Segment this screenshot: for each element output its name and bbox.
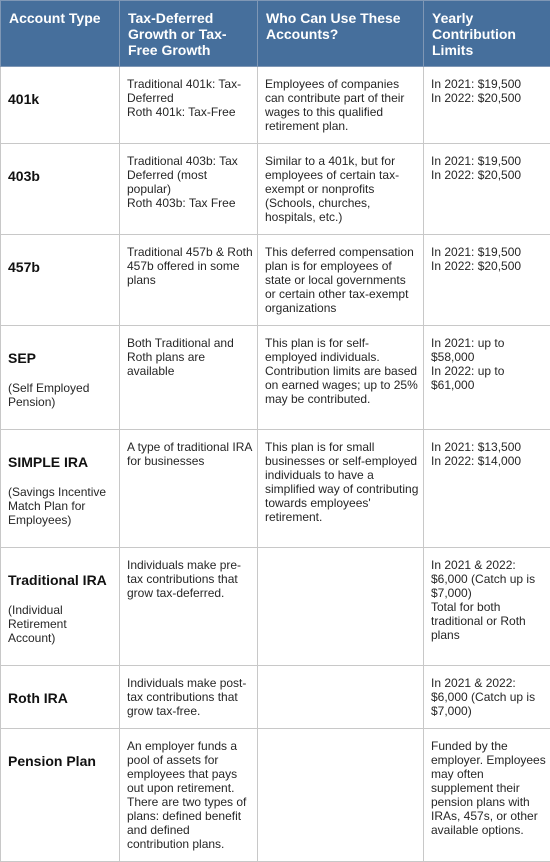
account-type-name: 403b <box>8 168 115 185</box>
who-cell: This plan is for self-employed individuals. Contribution limits are based on earned wages; up to 25% may be contributed. <box>258 326 424 430</box>
who-cell: This deferred compensation plan is for employees of state or local governments or certain other tax-exempt organizations <box>258 235 424 326</box>
account-type-cell <box>1 729 120 862</box>
account-type-name: Roth IRA <box>8 690 115 707</box>
account-type-cell <box>1 235 120 326</box>
limits-cell: In 2021 & 2022: $6,000 (Catch up is $7,000) Total for both traditional or Roth plans <box>424 548 550 666</box>
growth-cell: Individuals make pre-tax contributions that grow tax-deferred. <box>120 548 258 666</box>
account-type-subtitle: (Individual Retirement Account) <box>8 603 115 645</box>
growth-cell: Traditional 401k: Tax-Deferred Roth 401k: Tax-Free <box>120 67 258 144</box>
table-row <box>1 666 550 729</box>
account-type-name: Pension Plan <box>8 753 115 770</box>
table-row <box>1 729 550 862</box>
limits-cell: In 2021: $13,500 In 2022: $14,000 <box>424 430 550 548</box>
growth-cell: Individuals make post-tax contributions that grow tax-free. <box>120 666 258 729</box>
account-type-subtitle: (Self Employed Pension) <box>8 381 115 409</box>
table-row <box>1 430 550 548</box>
who-cell: Employees of companies can contribute part of their wages to this qualified retirement plan. <box>258 67 424 144</box>
limits-cell: In 2021: up to $58,000 In 2022: up to $61,000 <box>424 326 550 430</box>
who-cell <box>258 729 424 862</box>
account-type-name: Traditional IRA <box>8 572 115 589</box>
growth-cell: An employer funds a pool of assets for employees that pays out upon retirement. There are two types of plans: defined benefit and defined contribution plans. <box>120 729 258 862</box>
account-type-cell <box>1 144 120 235</box>
header-account-type: Account Type <box>1 1 120 67</box>
growth-cell: Traditional 457b & Roth 457b offered in some plans <box>120 235 258 326</box>
account-type-cell <box>1 666 120 729</box>
growth-cell: Traditional 403b: Tax Deferred (most popular) Roth 403b: Tax Free <box>120 144 258 235</box>
who-cell: Similar to a 401k, but for employees of certain tax-exempt or nonprofits (Schools, churches, hospitals, etc.) <box>258 144 424 235</box>
who-cell <box>258 666 424 729</box>
account-type-subtitle: (Savings Incentive Match Plan for Employees) <box>8 485 115 527</box>
who-cell <box>258 548 424 666</box>
header-row <box>1 1 550 67</box>
limits-cell: In 2021: $19,500 In 2022: $20,500 <box>424 235 550 326</box>
table-row <box>1 548 550 666</box>
header-who-can-use: Who Can Use These Accounts? <box>258 1 424 67</box>
limits-cell: In 2021 & 2022: $6,000 (Catch up is $7,000) <box>424 666 550 729</box>
account-type-cell <box>1 548 120 666</box>
account-type-cell <box>1 430 120 548</box>
limits-cell: In 2021: $19,500 In 2022: $20,500 <box>424 67 550 144</box>
table-row <box>1 67 550 144</box>
growth-cell: A type of traditional IRA for businesses <box>120 430 258 548</box>
table-row <box>1 235 550 326</box>
who-cell: This plan is for small businesses or self-employed individuals to have a simplified way of contributing towards employees' retirement. <box>258 430 424 548</box>
account-type-cell <box>1 67 120 144</box>
header-contribution-limits: Yearly Contribution Limits <box>424 1 550 67</box>
account-type-name: 457b <box>8 259 115 276</box>
account-type-cell <box>1 326 120 430</box>
limits-cell: Funded by the employer. Employees may often supplement their pension plans with IRAs, 457s, or other available options. <box>424 729 550 862</box>
limits-cell: In 2021: $19,500 In 2022: $20,500 <box>424 144 550 235</box>
header-growth: Tax-Deferred Growth or Tax-Free Growth <box>120 1 258 67</box>
table-row <box>1 144 550 235</box>
account-type-name: 401k <box>8 91 115 108</box>
account-type-name: SIMPLE IRA <box>8 454 115 471</box>
table-row <box>1 326 550 430</box>
account-type-name: SEP <box>8 350 115 367</box>
growth-cell: Both Traditional and Roth plans are available <box>120 326 258 430</box>
